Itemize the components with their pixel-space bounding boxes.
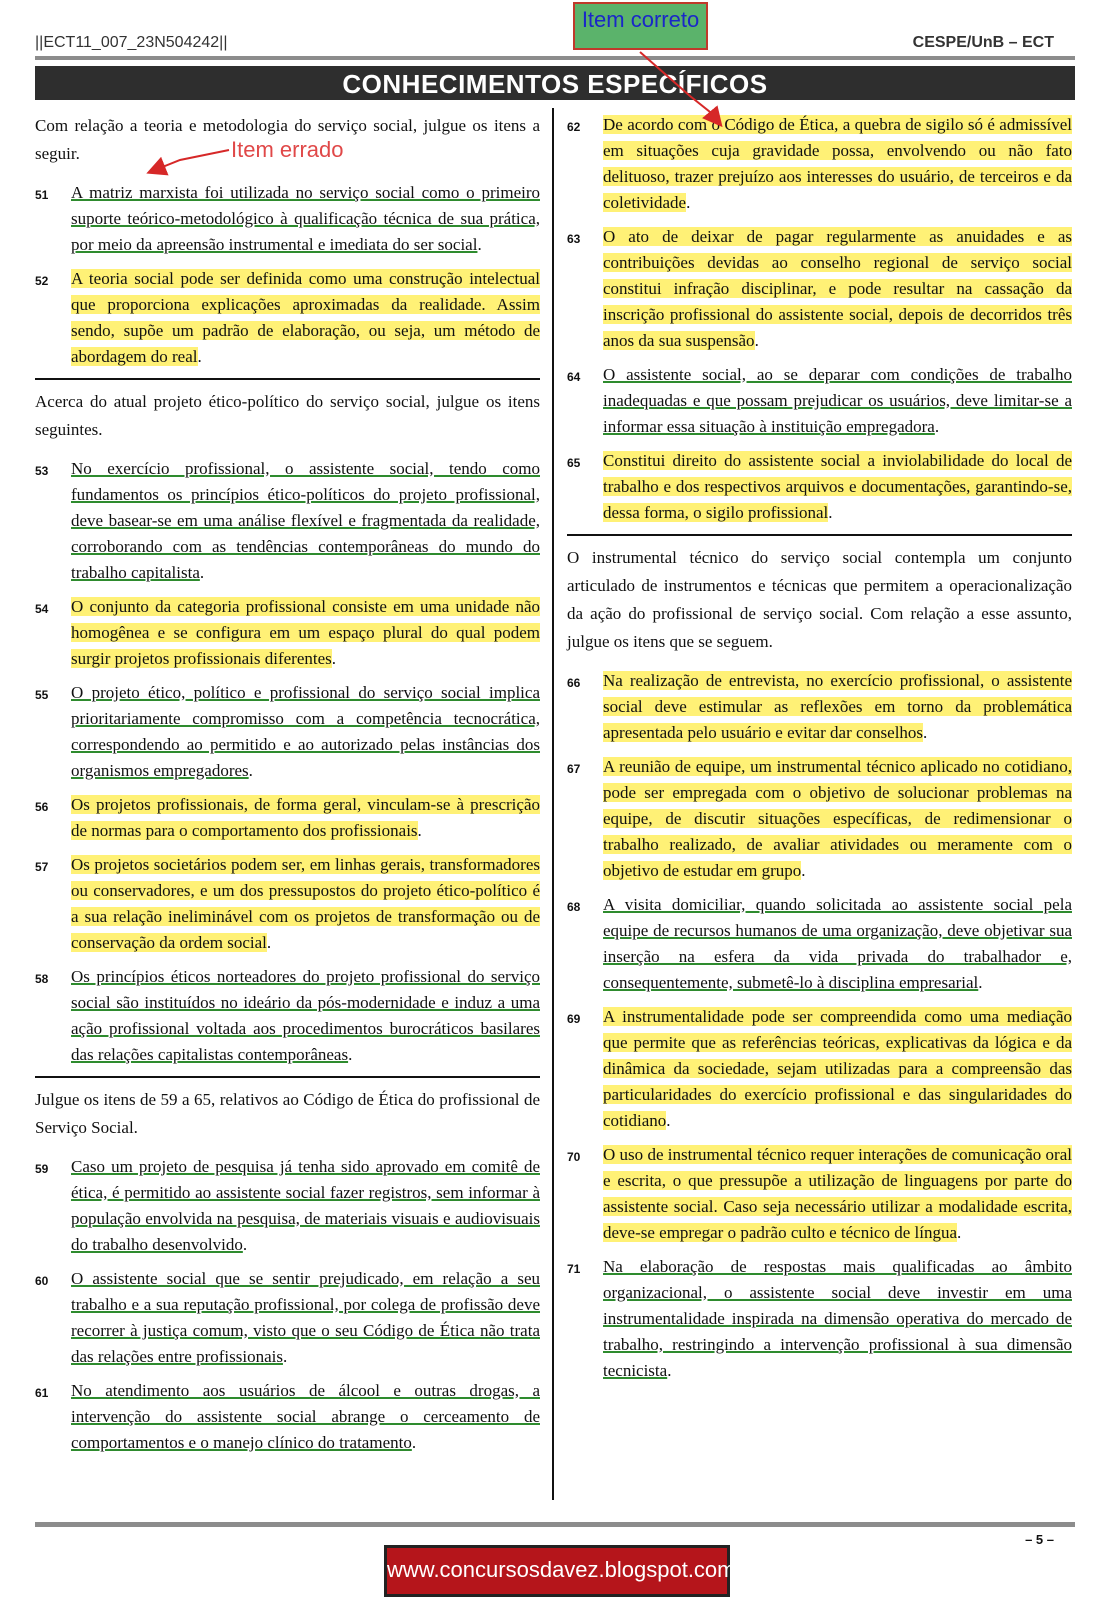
item-55: 55 O projeto ético, político e profissional do serviço social implica prioritariamente compromisso com a competência tecnocrática, correspondendo ao permitido e ao autorizado pelas instâncias dos organismos empregadores. bbox=[35, 683, 540, 780]
item-63: 63 O ato de deixar de pagar regularmente as anuidades e as contribuições devidas ao conselho regional de serviço social constitui infração disciplinar, e pode resultar na cassação da inscrição profissional do assistente social, depois de decorridos três anos da sua suspensão. bbox=[567, 227, 1072, 350]
footer-rule bbox=[35, 1522, 1075, 1527]
item-67: 67 A reunião de equipe, um instrumental técnico aplicado no cotidiano, pode ser empregada com o objetivo de solucionar problemas na equipe, de discutir situações específicas, de redimensionar o trabalho realizado, de avaliar atividades ou meramente com o objetivo de estudar em grupo. bbox=[567, 757, 1072, 880]
item-69: 69 A instrumentalidade pode ser compreendida como uma mediação que permite que as referências teóricas, explicativas da lógica e da dinâmica da sociedade, sejam utilizadas para a compreensão das particularidades do exercício profissional e das singularidades do cotidiano. bbox=[567, 1007, 1072, 1130]
intro-projeto: Acerca do atual projeto ético-político do serviço social, julgue os itens seguintes. bbox=[35, 392, 540, 439]
item-60: 60 O assistente social que se sentir prejudicado, em relação a seu trabalho e a sua reputação profissional, por colega de profissão deve recorrer à justiça comum, visto que o seu Código de Ética não trata das relações entre profissionais. bbox=[35, 1269, 540, 1366]
item-56: 56 Os projetos profissionais, de forma geral, vinculam-se à prescrição de normas para o comportamento dos profissionais. bbox=[35, 795, 540, 840]
header-rule bbox=[35, 56, 1075, 60]
item-70: 70 O uso de instrumental técnico requer interações de comunicação oral e escrita, o que pressupõe a utilização de linguagens por parte do assistente social. Caso seja necessário utilizar a modalidade escrita, deve-se empregar o padrão culto e técnico de língua. bbox=[567, 1145, 1072, 1242]
label-item-errado: Item errado bbox=[231, 137, 344, 162]
item-68: 68 A visita domiciliar, quando solicitada ao assistente social pela equipe de recursos humanos de uma organização, deve objetivar sua inserção na esfera da vida privada do trabalhador e, consequentemente, submetê-lo à disciplina empresarial. bbox=[567, 895, 1072, 992]
right-column bbox=[567, 112, 1072, 1392]
item-59: 59 Caso um projeto de pesquisa já tenha sido aprovado em comitê de ética, é permitido ao assistente social fazer registros, sem informar à população envolvida na pesquisa, de materiais visuais e audiovisuais do trabalho desenvolvido. bbox=[35, 1157, 540, 1254]
item-71: 71 Na elaboração de respostas mais qualificadas ao âmbito organizacional, o assistente social deve investir em uma instrumentalidade inspirada na dimensão operativa do mercado de trabalho, restringindo a intervenção profissional à sua dimensão tecnicista. bbox=[567, 1257, 1072, 1380]
left-column bbox=[35, 112, 540, 1464]
item-51: 51 A matriz marxista foi utilizada no serviço social como o primeiro suporte teórico-metodológico à qualificação técnica de sua prática, por meio da apreensão instrumental e imediata do ser social. bbox=[35, 183, 540, 254]
item-54: 54 O conjunto da categoria profissional consiste em uma unidade não homogênea e se configura em um espaço plural do qual podem surgir projetos profissionais diferentes. bbox=[35, 597, 540, 668]
item-58: 58 Os princípios éticos norteadores do projeto profissional do serviço social são instituídos no ideário da pós-modernidade e induz a uma ação profissional voltada aos procedimentos burocráticos basilares das relações capitalistas contemporâneas. bbox=[35, 967, 540, 1064]
item-64: 64 O assistente social, ao se deparar com condições de trabalho inadequadas e que possam prejudicar os usuários, deve limitar-se a informar essa situação à instituição empregadora. bbox=[567, 365, 1072, 436]
item-61: 61 No atendimento aos usuários de álcool e outras drogas, a intervenção do assistente social abrange o cerceamento de comportamentos e o manejo clínico do tratamento. bbox=[35, 1381, 540, 1452]
intro-instrumental: O instrumental técnico do serviço social contempla um conjunto articulado de instrumentos e técnicas que permitem a operacionalização da ação do profissional de serviço social. Com relação a esse assunto, julgue os itens que se seguem. bbox=[567, 548, 1072, 651]
column-divider bbox=[552, 108, 554, 1500]
header-org: CESPE/UnB – ECT bbox=[912, 34, 1054, 51]
item-66: 66 Na realização de entrevista, no exercício profissional, o assistente social deve estimular as reflexões em torno da problemática apresentada pelo usuário e evitar dar conselhos. bbox=[567, 671, 1072, 742]
intro-teoria: Com relação a teoria e metodologia do serviço social, julgue os itens a seguir. bbox=[35, 116, 540, 163]
item-65: 65 Constitui direito do assistente social a inviolabilidade do local de trabalho e dos respectivos arquivos e documentações, garantindo-se, dessa forma, o sigilo profissional. bbox=[567, 451, 1072, 522]
footer-site-link[interactable]: www.concursosdavez.blogspot.com.br bbox=[384, 1545, 730, 1597]
page-title: CONHECIMENTOS ESPECÍFICOS bbox=[35, 66, 1075, 100]
intro-codigo-etica: Julgue os itens de 59 a 65, relativos ao Código de Ética do profissional de Serviço Social. bbox=[35, 1090, 540, 1137]
item-57: 57 Os projetos societários podem ser, em linhas gerais, transformadores ou conservadores, e um dos pressupostos do projeto ético-político é a sua relação ineliminável com os projetos de transformação ou de conservação da ordem social. bbox=[35, 855, 540, 952]
page-number: – 5 – bbox=[1025, 1532, 1054, 1547]
item-53: 53 No exercício profissional, o assistente social, tendo como fundamentos os princípios ético-políticos do projeto profissional, deve basear-se em uma análise flexível e fragmentada da realidade, corroborando com as tendências contemporâneas do mundo do trabalho capitalista. bbox=[35, 459, 540, 582]
item-52: 52 A teoria social pode ser definida como uma construção intelectual que proporciona explicações aproximadas da realidade. Assim sendo, supõe um padrão de elaboração, ou seja, um método de abordagem do real. bbox=[35, 269, 540, 366]
header-code: ||ECT11_007_23N504242|| bbox=[35, 34, 228, 51]
item-62: 62 De acordo com o Código de Ética, a quebra de sigilo só é admissível em situações cuja gravidade possa, envolvendo ou não fato delituoso, trazer prejuízo aos interesses do usuário, de terceiros e da coletividade. bbox=[567, 115, 1072, 212]
label-item-correto: Item correto bbox=[573, 2, 708, 50]
